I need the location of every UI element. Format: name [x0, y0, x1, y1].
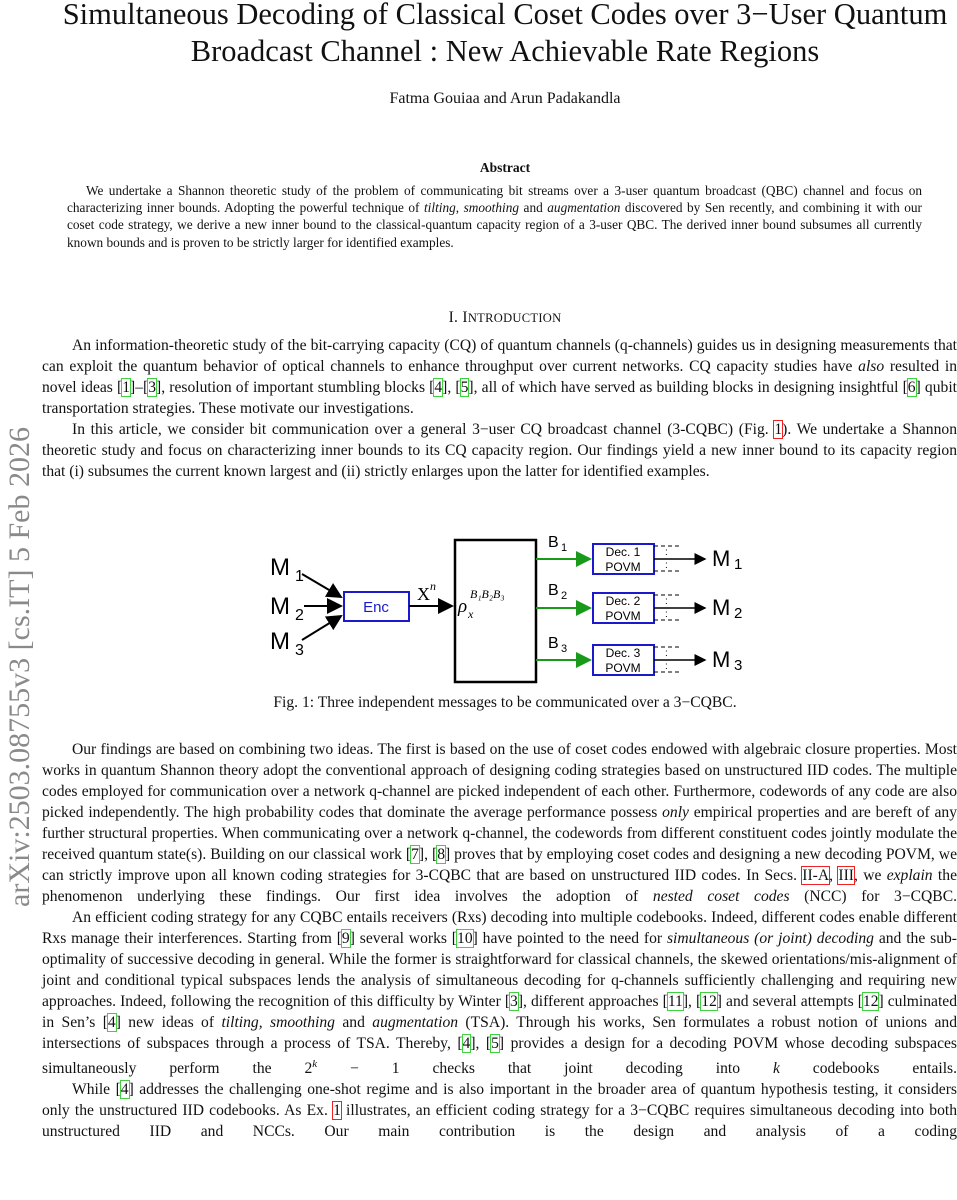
- svg-text:3: 3: [734, 657, 743, 674]
- text-run: We undertake a Shannon theoretic study of the problem of communicating bit streams over a 3-user quantum broadcast (QBC) channel and focus on characterizing inner bounds. Adopting the powerful technique of: [67, 183, 922, 216]
- section-number: I.: [448, 309, 459, 326]
- citation-link[interactable]: 4: [434, 379, 443, 396]
- cross-reference-link[interactable]: II-A: [802, 867, 830, 884]
- text-run: empirical properties and are bereft of any further structural properties. When communicating over a network q-channel, the codewords from different constituent codes jointly modulate the received quantum state(s). Building on our classical work [: [42, 804, 957, 863]
- svg-text:M: M: [712, 546, 731, 571]
- text-run: ], [: [418, 846, 438, 863]
- encoder-label: Enc: [363, 599, 389, 616]
- text-run: ], [: [442, 379, 461, 396]
- text-run: ] and several attempts [: [716, 993, 863, 1010]
- authors: Fatma Gouiaa and Arun Padakandla: [389, 90, 621, 107]
- message-input-2: [270, 593, 304, 624]
- text-run: (NCC) for 3−CQBC.: [789, 888, 957, 905]
- text-run: ], [: [470, 1035, 492, 1052]
- text-run: (TSA). Through his works, Sen formulates a robust notion of unions and intersections of subspaces through a process of TSA. Thereby, [: [42, 1014, 957, 1052]
- citation-link[interactable]: 3: [148, 379, 156, 396]
- text-run: ], [: [682, 993, 702, 1010]
- abstract-heading: Abstract: [479, 160, 531, 175]
- svg-text:Dec. 2: Dec. 2: [605, 594, 641, 608]
- superscript: k: [312, 1058, 318, 1070]
- svg-text::: :: [665, 547, 668, 558]
- cross-reference-link[interactable]: 1: [333, 1102, 341, 1120]
- svg-text:1: 1: [734, 556, 743, 573]
- emphasis-text: explain: [886, 867, 933, 884]
- svg-text::: :: [665, 661, 668, 672]
- cross-reference-link[interactable]: 1: [774, 421, 783, 438]
- text-run: ], resolution of important stumbling blocks [: [156, 379, 435, 396]
- text-run: ] have pointed to the need for: [472, 930, 667, 947]
- emphasis-text: smoothing: [463, 200, 520, 216]
- channel-input-label: [417, 579, 436, 604]
- text-run: the phenomenon underlying these findings. Our first idea involves the adoption of: [42, 867, 957, 905]
- svg-text:B: B: [548, 534, 559, 551]
- citation-link[interactable]: 4: [120, 1081, 129, 1099]
- svg-text:Dec. 1: Dec. 1: [605, 545, 641, 559]
- figure-caption: Fig. 1: Three independent messages to be communicated over a 3−CQBC.: [273, 694, 737, 711]
- text-run: and: [334, 1014, 373, 1031]
- svg-text:M: M: [712, 647, 731, 672]
- text-run: ] culminated in Sen’s [: [42, 993, 957, 1031]
- citation-link[interactable]: 11: [667, 993, 683, 1010]
- message-input-1: [270, 554, 304, 585]
- svg-text::: :: [665, 596, 668, 607]
- svg-text:1: 1: [561, 542, 568, 554]
- svg-text:POVM: POVM: [605, 609, 641, 623]
- svg-text:M: M: [270, 554, 290, 581]
- svg-text:M: M: [270, 593, 290, 620]
- emphasis-text: tilting: [423, 200, 456, 216]
- svg-text:2: 2: [734, 605, 743, 622]
- paper-title: Simultaneous Decoding of Classical Coset Codes over 3−User Quantum Broadcast Channel : New Achievable Rate Regions: [62, 0, 948, 68]
- text-run: ] addresses the challenging one-shot regime and is also important in the broader area of quantum hypothesis testing, it considers only the unstructured IID codebooks. As Ex.: [42, 1081, 957, 1120]
- citation-link[interactable]: 4: [107, 1014, 116, 1031]
- svg-text:B: B: [548, 582, 559, 599]
- text-run: ] several works [: [349, 930, 458, 947]
- figure-1-diagram: [262, 532, 782, 692]
- svg-text::: :: [665, 560, 668, 571]
- svg-text:1: 1: [295, 568, 304, 585]
- text-run: and the sub-optimality of successive decoding in general. While the former is straightforward for classical channels, the skewed orientations/mis-alignment of joint and conditional typical subspaces lends the analysis of simultaneous decoding for q-channels sufficiently challenging and requiring new approaches. Indeed, following the recognition of this difficulty by Winter [: [42, 930, 957, 1010]
- text-run: codebooks entails.: [779, 1060, 957, 1078]
- citation-link[interactable]: 5: [460, 379, 469, 396]
- body-text: [42, 739, 957, 1142]
- text-run: An efficient coding strategy for any CQBC entails receivers (Rxs) decoding into multiple codebooks. Indeed, different codes enable different Rxs manage their interferences. Starting from [: [42, 909, 957, 947]
- svg-text:POVM: POVM: [605, 560, 641, 574]
- paragraph: [42, 335, 957, 419]
- text-run: ,: [829, 867, 839, 884]
- emphasis-text: augmentation: [372, 1014, 459, 1031]
- section-title-rest: NTRODUCTION: [467, 311, 562, 325]
- text-run: An information-theoretic study of the bit-carrying capacity (CQ) of quantum channels (q-channels) guides us in designing measurements that can exploit the quantum behavior of optical channels to enhance throughput over current networks. CQ capacity studies have: [42, 337, 957, 375]
- text-run: illustrates, an efficient coding strategy for a 3−CQBC requires simultaneous decoding into both unstructured IID and NCCs. Our main contribution is the design and analysis of a coding: [42, 1102, 957, 1141]
- text-run: , we: [853, 867, 887, 884]
- section-title-initial: I: [462, 309, 468, 326]
- decoder-branch-3: [536, 635, 742, 675]
- text-run: ] proves that by employing coset codes and designing a new decoding POVM, we can strictly improve upon all known coding strategies for 3-CQBC that are based on unstructured IID codes. In Secs.: [42, 846, 957, 884]
- decoder-branch-1: [536, 534, 742, 574]
- svg-text:POVM: POVM: [605, 661, 641, 675]
- svg-text:3: 3: [295, 642, 304, 659]
- text-run: ]–[: [130, 379, 149, 396]
- text-run: ). We undertake a Shannon theoretic study and focus on characterizing inner bounds to its CQ capacity region. Our findings yield a new inner bound to its capacity region that (i) subsumes the current known largest and (ii) strictly enlarges upon the latter for identified examples.: [42, 421, 957, 480]
- citation-link[interactable]: 3: [510, 993, 518, 1010]
- emphasis-text: tilting, smoothing: [221, 1014, 335, 1031]
- citation-link[interactable]: 7: [411, 846, 419, 863]
- text-run: ], all of which have served as building blocks in designing insightful [: [468, 379, 908, 396]
- svg-text:x: x: [468, 607, 474, 621]
- citation-link[interactable]: 10: [457, 930, 473, 947]
- svg-text::: :: [665, 648, 668, 659]
- svg-text:2: 2: [561, 590, 568, 602]
- svg-text::: :: [665, 609, 668, 620]
- citation-link[interactable]: 4: [462, 1035, 471, 1052]
- paragraph: [42, 419, 957, 482]
- text-run: discovered by Sen recently, and combining it with our coset code strategy, we derive a new inner bound to the classical-quantum capacity region of a 3-user QBC. The derived inner bound subsumes all currently known bounds and is proven to be strictly larger for identified examples.: [67, 200, 922, 250]
- svg-text:Dec. 3: Dec. 3: [605, 646, 641, 660]
- text-run: ,: [455, 200, 464, 216]
- decoder-branch-2: [536, 582, 742, 623]
- citation-link[interactable]: 1: [122, 379, 131, 396]
- text-run: − 1 checks that joint decoding into: [317, 1060, 773, 1078]
- svg-text:M: M: [270, 628, 290, 655]
- text-run: ], different approaches [: [517, 993, 668, 1010]
- citation-link[interactable]: 8: [437, 846, 445, 863]
- emphasis-text: nested coset codes: [652, 888, 790, 905]
- paragraph: [42, 907, 957, 1079]
- citation-link[interactable]: 5: [491, 1035, 499, 1052]
- citation-link[interactable]: 9: [341, 930, 350, 947]
- svg-text:M: M: [712, 595, 731, 620]
- svg-text:2: 2: [295, 607, 304, 624]
- emphasis-text: only: [662, 804, 689, 821]
- citation-link[interactable]: 6: [907, 379, 916, 396]
- message-input-3: [270, 628, 304, 659]
- svg-text:X: X: [417, 584, 430, 604]
- text-run: and: [519, 200, 548, 216]
- abstract-body: [67, 182, 922, 251]
- emphasis-text: k: [772, 1060, 780, 1078]
- cross-reference-link[interactable]: III: [838, 867, 854, 884]
- arrow: [302, 616, 341, 640]
- emphasis-text: also: [858, 358, 885, 375]
- svg-text:B₁B₂B₃: B₁B₂B₃: [470, 587, 505, 601]
- citation-link[interactable]: 12: [701, 993, 717, 1010]
- svg-text:B: B: [548, 635, 559, 652]
- arrow: [302, 574, 341, 597]
- svg-text:ρ: ρ: [458, 596, 468, 617]
- channel-state-label: [457, 587, 505, 621]
- text-run: While [: [72, 1081, 121, 1099]
- text-run: ] provides a design for a decoding POVM whose decoding subspaces simultaneously perform the 2: [42, 1035, 957, 1078]
- paragraph: [42, 1079, 957, 1142]
- text-run: In this article, we consider bit communication over a general 3−user CQ broadcast channel (3-CQBC) (Fig.: [72, 421, 775, 438]
- emphasis-text: simultaneous (or joint) decoding: [666, 930, 874, 947]
- text-run: Our findings are based on combining two ideas. The first is based on the use of coset codes endowed with algebraic closure properties. Most works in quantum Shannon theory adopt the conventional approach of designing coding strategies based on unstructured IID codes. The multiple codes employed for communication over a network q-channel are picked independent of each other. Furthermore, codewords of any code are also picked independently. The high probability codes that dominate the average performance possess: [42, 741, 957, 821]
- svg-text:3: 3: [561, 643, 568, 655]
- emphasis-text: augmentation: [547, 200, 621, 216]
- text-run: resulted in novel ideas [: [42, 358, 957, 396]
- arxiv-identifier: arXiv:2503.08755v3 [cs.IT] 5 Feb 2026: [3, 427, 36, 907]
- section-heading-introduction: [0, 309, 957, 327]
- text-run: ] qubit transportation strategies. These motivate our investigations.: [42, 379, 957, 417]
- citation-link[interactable]: 12: [862, 993, 879, 1010]
- paragraph: [42, 739, 957, 907]
- svg-text:n: n: [430, 579, 436, 593]
- intro-text: [42, 335, 957, 482]
- text-run: ] new ideas of: [115, 1014, 222, 1031]
